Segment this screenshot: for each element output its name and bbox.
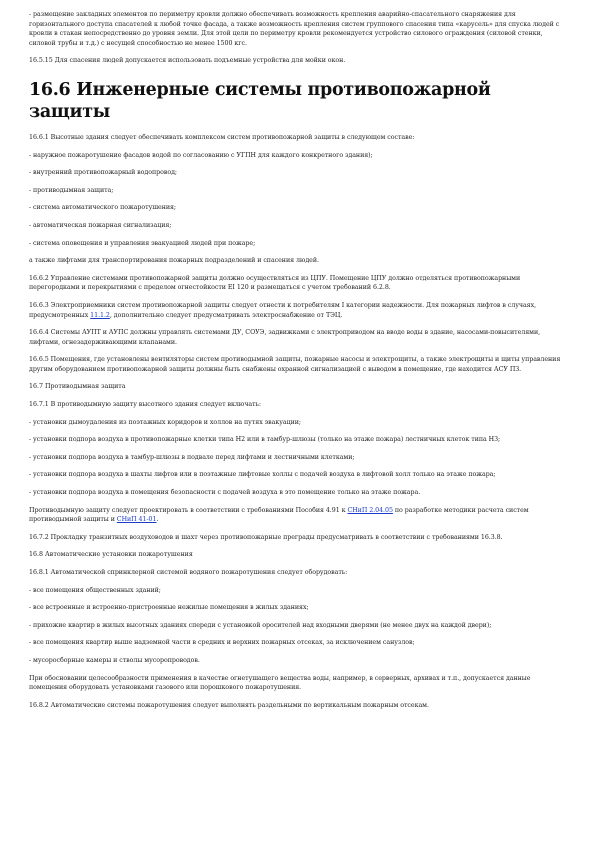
paragraph-16-7-1: 16.7.1 В противодымную защиту высотного здания следует включать: [29,401,261,409]
paragraph-16-6-5: 16.6.5 Помещения, где установлены вентиляторы систем противодымной защиты, пожарные насосы и электрощиты, а также электрощиты и щиты управления другим оборудованием противопожарной защиты должны быть снабжены охранной сигнализацией с выводом в помещение, где находится АСУ ПЗ. [29,356,561,373]
list-item: - система автоматического пожаротушения; [29,204,176,212]
link-11-1-2[interactable]: 11.1.2 [90,311,110,319]
list-item: - установки подпора воздуха в помещения безопасности с подачей воздуха в это помещение только на этаже пожара. [29,489,421,497]
list-item: - установки подпора воздуха в шахты лифтов или в поэтажные лифтовые холлы с подачей воздуха в лифтовой холл только на этаже пожара; [29,471,496,479]
list-item: - все встроенные и встроенно-пристроенные нежилые помещения в жилых зданиях; [29,604,309,612]
link-snip-41-01[interactable]: СНиП 41-01 [116,516,157,524]
text-span: , дополнительно следует предусматривать электроснабжение от ТЭЦ. [109,311,343,319]
paragraph-16-6-3 [29,301,566,320]
paragraph-16-6-1: 16.6.1 Высотные здания следует обеспечивать комплексом систем противопожарной защиты в следующем составе: [29,133,415,141]
paragraph-16-6-2: 16.6.2 Управление системами противопожарной защиты должно осуществляться из ЦПУ. Помещение ЦПУ должно отделяться противопожарными перегородками и перекрытиями с пределом огнестойкости EI 120 и размещаться с учетом требований 6.2.8. [29,274,521,292]
text-span: по разработке методики расчета систем противодымной защиты и [29,506,529,524]
subsection-heading-16-8: 16.8 Автоматические установки пожаротушения [29,551,193,559]
paragraph-16-6-4: 16.6.4 Системы АУПТ и АУПС должны управлять системами ДУ, СОУЭ, задвижками с электроприводом на вводе воды в здание, насосами-повысителями, лифтами, огнезадерживающими клапанами. [29,329,541,346]
link-snip-2-04-05[interactable]: СНиП 2.04.05 [347,506,393,514]
list-item: - все помещения общественных зданий; [29,586,161,594]
text-span: Противодымную защиту следует проектировать в соответствии с требованиями Пособия 4.91 к [29,506,348,514]
list-item: а также лифтами для транспортирования пожарных подразделений и спасения людей. [29,257,319,265]
paragraph-16-8-2: 16.8.2 Автоматические системы пожаротушения следует выполнять раздельными по вертикальным пожарным отсекам. [29,701,429,709]
list-item: - установки подпора воздуха в противопожарные клетки типа Н2 или в тамбур-шлюзы (только на этаже пожара) лестничных клеток типа Н3; [29,436,501,444]
paragraph-16-8-1: 16.8.1 Автоматической спринклерной системой водяного пожаротушения следует оборудовать: [29,569,348,576]
paragraph-protivodymnaya [29,506,566,525]
paragraph-16-5-15: 16.5.15 Для спасения людей допускается использовать подъемные устройства для мойки окон. [29,57,346,65]
list-item: - автоматическая пожарная сигнализация; [29,221,172,229]
section-heading-16-6: 16.6 Инженерные системы противопожарной защиты [29,79,491,122]
list-item: - система оповещения и управления эвакуацией людей при пожаре; [29,239,256,247]
list-item: - противодымная защита; [29,186,114,194]
paragraph-exception: При обосновании целесообразности применения в качестве огнетушащего вещества воды, например, в серверных, архивах и т.п., допускается данные помещения оборудовать установками газового или порошкового пожаротушения. [29,674,531,692]
document-page [29,10,566,718]
list-item: - установки подпора воздуха в тамбур-шлюзы в подвале перед лифтами и лестничными клетками; [29,453,355,461]
list-item: - внутренний противопожарный водопровод; [29,169,177,177]
list-item: - наружное пожаротушение фасадов водой по согласованию с УГПН для каждого конкретного здания); [29,151,373,159]
list-item: - прихожие квартир в жилых высотных зданиях спереди с установкой оросителей над входными дверями (не менее двух на каждой двери); [29,621,492,629]
list-item: - установки дымоудаления из поэтажных коридоров и холлов на путях эвакуации; [29,418,301,426]
paragraph-top: - размещение закладных элементов по периметру кровли должно обеспечивать возможность крепления аварийно-спасательного снаряжения для горизонтального доступа спасателей к любой точке фасада, а также возможность крепления систем группового спасения типа «карусель» для спуска людей с кровли в стакан непосредственно до уровня земли. Для этой цели по периметру кровли рекомендуется устройство силового ограждения (силовой стенки, силовой трубы и т.д.) с несущей способностью не менее 1500 кгс. [29,11,560,47]
paragraph-16-7-2: 16.7.2 Прокладку транзитных воздуховодов и шахт через противопожарные преграды предусматривать в соответствии с требованиями 16.3.8. [29,533,503,541]
text-span: . [156,516,159,524]
list-item: - мусоросборные камеры и стволы мусоропроводов. [29,656,200,664]
text-span: 16.6.3 Электроприемники систем противопожарной защиты следует отнести к потребителям I категории надежности. Для пожарных лифтов в случаях, предусмотренных [29,301,537,319]
subsection-heading-16-7: 16.7 Противодымная защита [29,383,126,391]
list-item: - все помещения квартир выше надземной части в средних и верхних пожарных отсеках, за исключением санузлов; [29,639,415,647]
